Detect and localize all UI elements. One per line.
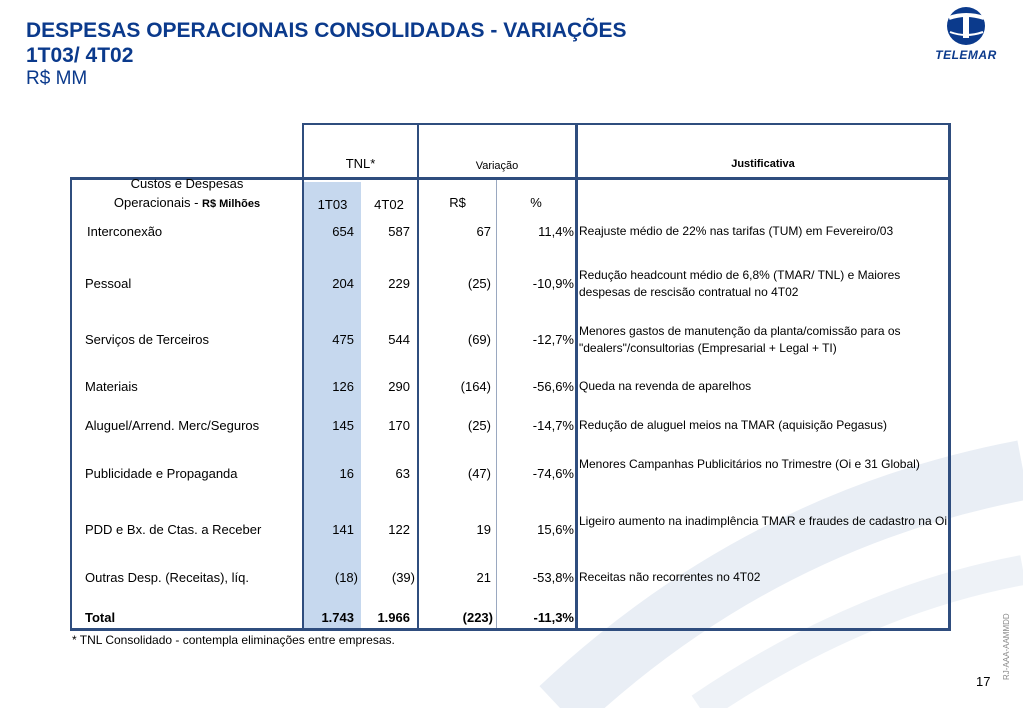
cell-justificativa: Redução de aluguel meios na TMAR (aquisição Pegasus) [579, 418, 887, 432]
cell-4t02: 63 [395, 466, 410, 481]
vertical-document-code: RJ-AAA-AAMMDD [1002, 613, 1011, 680]
cell-4t02: 544 [388, 332, 410, 347]
cell-rs: 19 [476, 522, 491, 537]
row-label: Outras Desp. (Receitas), líq. [85, 570, 249, 585]
cell-pct: -53,8% [532, 570, 574, 585]
cell-justificativa: Ligeiro aumento na inadimplência TMAR e fraudes de cadastro na Oi [579, 514, 947, 528]
cell-1t03: 654 [332, 224, 354, 239]
row-label: Aluguel/Arrend. Merc/Seguros [85, 418, 260, 433]
row-header-label: Operacionais - [113, 195, 203, 210]
cell-rs: (47) [467, 466, 491, 481]
column-1t03-highlight [304, 182, 361, 630]
row-label: Serviços de Terceiros [85, 332, 210, 347]
row-label: Pessoal [85, 276, 132, 291]
cell-rs: (25) [467, 418, 491, 433]
col-header-1t03: 1T03 [317, 197, 348, 212]
cell-pct: -12,7% [532, 332, 574, 347]
cell-pct: -56,6% [532, 379, 574, 394]
title-line-3: R$ MM [26, 68, 88, 89]
cell-1t03: 141 [332, 522, 354, 537]
header-justificativa: Justificativa [731, 158, 795, 170]
cell-4t02: 229 [388, 276, 410, 291]
row-header-unit: R$ Milhões [202, 198, 261, 210]
cell-rs: (164) [460, 379, 491, 394]
row-label: Interconexão [87, 224, 163, 239]
cell-pct: 15,6% [537, 522, 574, 537]
cell-4t02: 587 [388, 224, 410, 239]
header-variacao: Variação [475, 160, 519, 172]
row-label: Total [85, 610, 116, 625]
cell-rs: (25) [467, 276, 491, 291]
cell-justificativa: Receitas não recorrentes no 4T02 [579, 570, 761, 584]
cell-rs: (69) [467, 332, 491, 347]
cell-4t02: (39) [391, 570, 415, 585]
cell-1t03: 204 [332, 276, 354, 291]
cell-4t02: 1.966 [377, 610, 410, 625]
cell-rs: (223) [462, 610, 493, 625]
cell-1t03: 475 [332, 332, 354, 347]
cell-justificativa: Reajuste médio de 22% nas tarifas (TUM) em Fevereiro/03 [579, 224, 894, 238]
cell-pct: -10,9% [532, 276, 574, 291]
cell-rs: 67 [476, 224, 491, 239]
title-line-2: 1T03/ 4T02 [26, 44, 134, 67]
cell-1t03: 1.743 [321, 610, 354, 625]
cell-justificativa: Redução headcount médio de 6,8% (TMAR/ TNL) e Maiores despesas de rescisão contratual no 4T02 [579, 268, 901, 299]
cell-pct: -11,3% [533, 610, 574, 625]
cell-justificativa: Menores Campanhas Publicitários no Trimestre (Oi e 31 Global) [579, 457, 920, 471]
cell-pct: 11,4% [538, 224, 574, 239]
cell-justificativa: Menores gastos de manutenção da planta/comissão para os "dealers"/consultorias (Empresarial + Legal + TI) [579, 324, 901, 355]
cell-pct: -74,6% [532, 466, 574, 481]
cell-pct: -14,7% [532, 418, 574, 433]
header-tnl: TNL* [345, 156, 376, 171]
cell-rs: 21 [476, 570, 491, 585]
page-title [26, 18, 627, 90]
cell-justificativa: Queda na revenda de aparelhos [579, 379, 752, 393]
cell-1t03: 145 [332, 418, 354, 433]
col-header-4t02: 4T02 [374, 197, 404, 212]
col-header-rs: R$ [449, 195, 466, 210]
footnote: * TNL Consolidado - contempla eliminações entre empresas. [72, 633, 395, 647]
row-label: Materiais [85, 379, 138, 394]
cell-4t02: 170 [388, 418, 410, 433]
col-header-pct: % [530, 195, 542, 210]
page-number: 17 [976, 674, 991, 689]
row-header-line-2 [72, 195, 302, 212]
cell-1t03: 126 [332, 379, 354, 394]
logo-text: TELEMAR [935, 48, 997, 62]
row-header-line-1: Custos e Despesas [130, 176, 244, 191]
cell-1t03: 16 [339, 466, 354, 481]
title-line-1: DESPESAS OPERACIONAIS CONSOLIDADAS - VARIAÇÕES [26, 19, 627, 42]
cell-4t02: 290 [388, 379, 410, 394]
cell-4t02: 122 [388, 522, 410, 537]
cell-1t03: (18) [334, 570, 358, 585]
row-label: Publicidade e Propaganda [85, 466, 238, 481]
row-label: PDD e Bx. de Ctas. a Receber [85, 522, 262, 537]
